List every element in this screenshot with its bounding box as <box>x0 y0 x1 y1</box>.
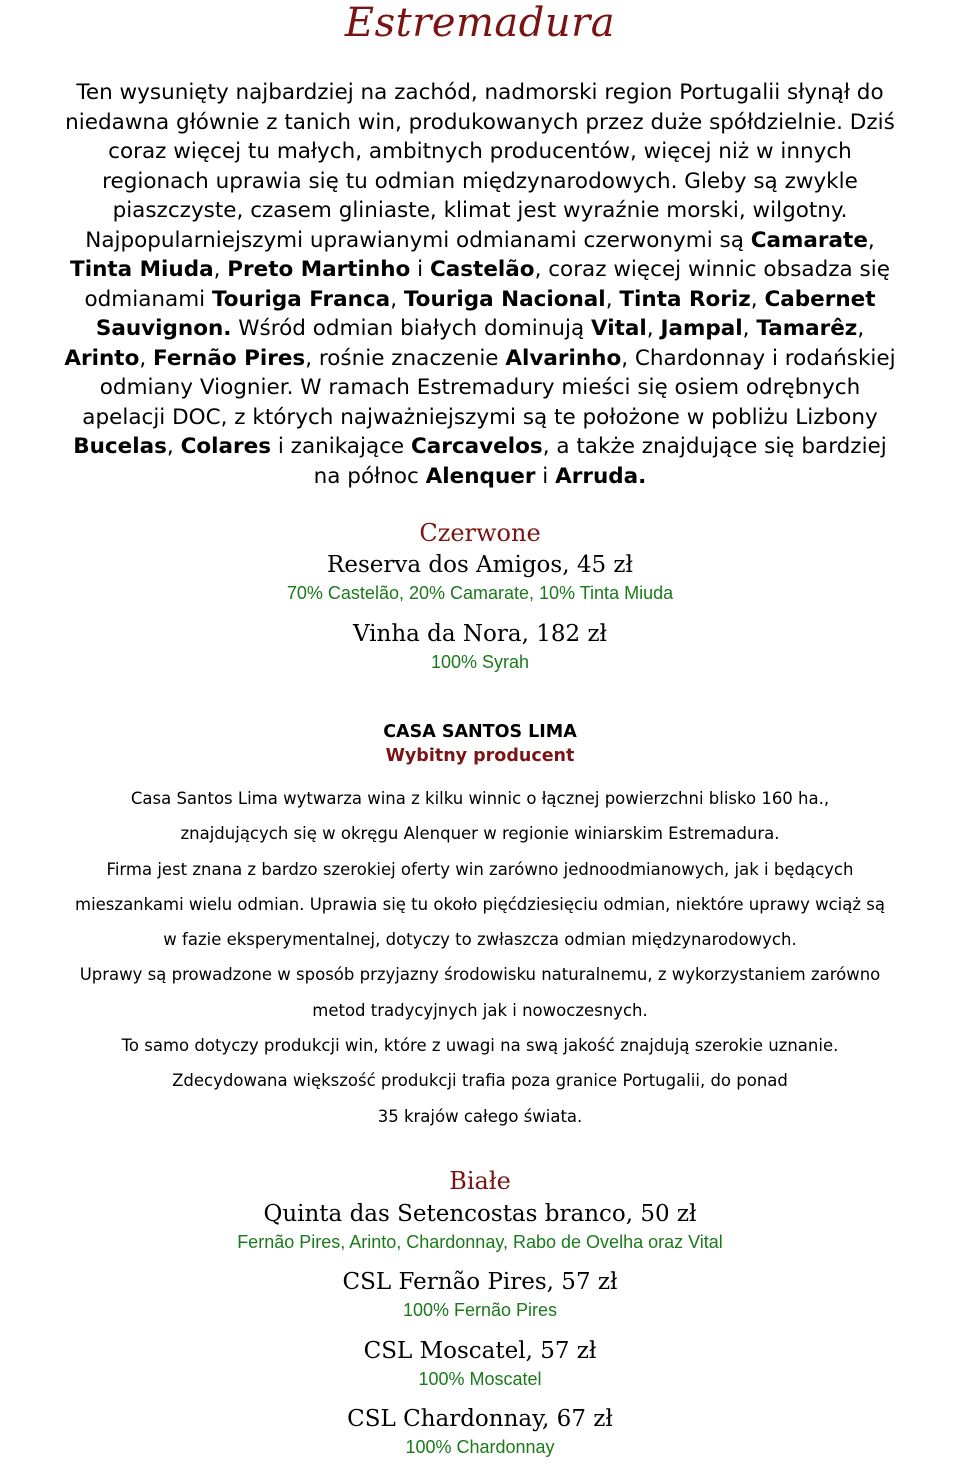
wine-name: CSL Chardonnay, 67 zł <box>347 1406 613 1432</box>
text: Najpopularniejszymi uprawianymi odmianami czerwonymi są <box>85 227 751 253</box>
grape-name: Arinto <box>64 345 140 371</box>
grape-name: Touriga Nacional <box>403 286 606 312</box>
description-line: Uprawy są prowadzone w sposób przyjazny środowisku naturalnemu, z wykorzystaniem zarówno <box>79 965 881 985</box>
description-line: mieszankami wielu odmian. Uprawia się tu około pięćdziesięciu odmian, niektóre uprawy wciąż są <box>75 894 885 914</box>
producer-name: CASA SANTOS LIMA <box>383 722 577 742</box>
wine-name: Reserva dos Amigos, 45 zł <box>327 552 633 578</box>
text: , Chardonnay i rodańskiej <box>621 345 896 371</box>
grape-name: Camarate <box>750 227 868 253</box>
intro-line: regionach uprawia się tu odmian międzynarodowych. Gleby są zwykle <box>102 168 858 194</box>
text: Wśród odmian białych dominują <box>231 316 591 341</box>
description-line: Zdecydowana większość produkcji trafia poza granice Portugalii, do ponad <box>172 1071 788 1091</box>
intro-line: Ten wysunięty najbardziej na zachód, nadmorski region Portugalii słynął do <box>76 80 884 105</box>
wine-name: Vinha da Nora, 182 zł <box>352 621 608 647</box>
description-line: w fazie eksperymentalnej, dotyczy to zwłaszcza odmian międzynarodowych. <box>163 930 797 950</box>
intro-line <box>0 314 960 344</box>
grape-name: Jampal <box>660 316 743 341</box>
doc-name: Carcavelos <box>411 434 543 459</box>
description-line: Casa Santos Lima wytwarza wina z kilku winnic o łącznej powierzchni blisko 160 ha., <box>130 789 830 808</box>
text: , <box>390 286 404 312</box>
intro-line: niedawna głównie z tanich win, produkowanych przez duże spółdzielnie. Dziś <box>65 109 895 135</box>
intro-line: apelacji DOC, z których najważniejszymi są te położone w pobliżu Lizbony <box>82 404 878 430</box>
wine-name: Quinta das Setencostas branco, 50 zł <box>263 1201 697 1227</box>
intro-line: coraz więcej tu małych, ambitnych producentów, więcej niż w innych <box>108 139 852 164</box>
intro-line <box>0 462 960 492</box>
text: na północ <box>313 463 426 489</box>
text: , <box>166 434 181 459</box>
intro-line <box>0 373 960 403</box>
section-heading-red: Czerwone <box>419 519 541 547</box>
text: , <box>646 316 661 341</box>
wine-name: CSL Fernão Pires, 57 zł <box>342 1269 618 1295</box>
wine-grapes: 70% Castelão, 20% Camarate, 10% Tinta Miuda <box>286 583 674 603</box>
text: , <box>867 227 875 253</box>
text: , <box>139 345 154 371</box>
text: odmiany Viognier. <box>99 375 301 400</box>
text: i <box>535 463 556 489</box>
text: , <box>742 316 757 341</box>
text: , <box>857 316 865 341</box>
description-line: Firma jest znana z bardzo szerokiej oferty win zarówno jednoodmianowych, jak i będących <box>106 859 854 879</box>
description-line: 35 krajów całego świata. <box>377 1106 583 1126</box>
text: i <box>410 257 430 282</box>
grape-name: Cabernet <box>764 286 876 312</box>
wine-grapes: 100% Syrah <box>430 652 530 672</box>
description-line: metod tradycyjnych jak i nowoczesnych. <box>312 1000 648 1020</box>
description-line: To samo dotyczy produkcji win, które z uwagi na swą jakość znajdują szerokie uznanie. <box>121 1036 839 1056</box>
intro-line <box>0 226 960 256</box>
section-heading-white: Białe <box>449 1167 511 1195</box>
doc-name: Bucelas <box>73 434 167 459</box>
description-line: znajdujących się w okręgu Alenquer w regionie winiarskim Estremadura. <box>180 824 780 844</box>
text: , rośnie znaczenie <box>305 345 506 371</box>
wine-name: CSL Moscatel, 57 zł <box>363 1338 597 1364</box>
intro-line <box>0 285 960 315</box>
text: . <box>638 463 647 489</box>
text: , coraz więcej winnic obsadza się <box>534 257 890 282</box>
doc-name: Alenquer <box>425 463 536 489</box>
intro-line <box>0 432 960 462</box>
text: , <box>605 286 620 312</box>
intro-line <box>0 344 960 374</box>
wine-grapes: 100% Fernão Pires <box>402 1300 558 1320</box>
grape-name: Preto Martinho <box>227 257 411 282</box>
grape-name: Touriga Franca <box>211 286 391 312</box>
grape-name: Tinta Roriz <box>619 286 751 312</box>
wine-grapes: Fernão Pires, Arinto, Chardonnay, Rabo de Ovelha oraz Vital <box>237 1232 723 1252</box>
producer-description <box>0 781 960 1134</box>
page-title: Estremadura <box>344 0 616 46</box>
text: , <box>213 257 228 282</box>
grape-name: Fernão Pires <box>153 345 306 371</box>
text: , a także znajdujące się bardziej <box>542 434 887 459</box>
text: , <box>750 286 765 312</box>
grape-name: Castelão <box>429 257 535 282</box>
grape-name: Vital <box>590 316 647 341</box>
grape-name: Sauvignon. <box>95 316 232 341</box>
grape-name: Alvarinho <box>505 345 622 371</box>
producer-subtitle: Wybitny producent <box>385 746 575 766</box>
doc-name: Colares <box>180 434 272 459</box>
wine-grapes: 100% Chardonnay <box>405 1437 555 1457</box>
doc-name: Arruda <box>555 463 639 489</box>
intro-paragraph <box>0 78 960 491</box>
grape-name: Tamarêz <box>756 316 858 341</box>
intro-line: piaszczyste, czasem gliniaste, klimat jest wyraźnie morski, wilgotny. <box>112 198 848 223</box>
text: odmianami <box>84 286 212 312</box>
text: W ramach Estremadury mieści się osiem odrębnych <box>300 375 861 400</box>
text: i zanikające <box>271 434 411 459</box>
grape-name: Tinta Miuda <box>70 257 214 282</box>
wine-grapes: 100% Moscatel <box>418 1369 542 1389</box>
intro-line <box>0 255 960 285</box>
